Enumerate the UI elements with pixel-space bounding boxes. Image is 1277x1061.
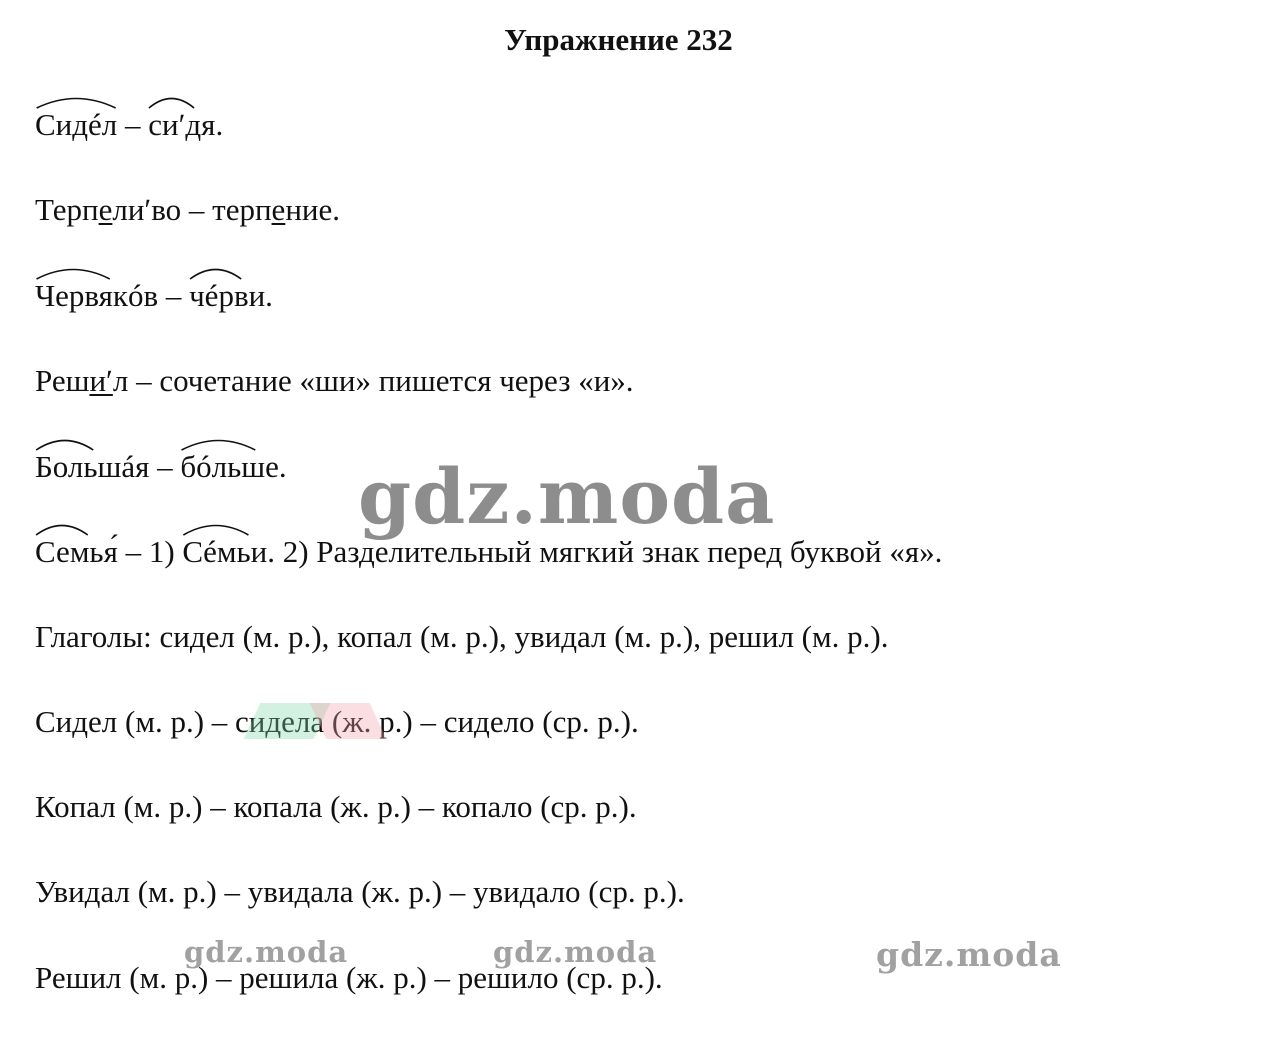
watermark-logo: gdz.moda bbox=[358, 452, 776, 541]
word-with-arc: чéрви bbox=[189, 276, 265, 316]
word-with-arc: Сéмьи bbox=[182, 532, 267, 572]
line-9: Копал (м. р.) – копала (ж. р.) – копало (ср. р.). bbox=[35, 789, 637, 824]
line-4: Решиʹл – сочетание «ши» пишется через «и». bbox=[35, 363, 634, 398]
line-6: Семья́ – 1) Сéмьи. 2) Разделительный мягкий знак перед буквой «я». bbox=[35, 532, 942, 572]
line-11: Решил (м. р.) – решила (ж. р.) – решило (ср. р.). bbox=[35, 960, 663, 995]
word-with-arc: Червякóв bbox=[35, 276, 158, 316]
line-10: Увидал (м. р.) – увидала (ж. р.) – увидало (ср. р.). bbox=[35, 874, 685, 909]
underlined-vowel: е bbox=[98, 192, 113, 227]
root-arc-icon bbox=[148, 95, 195, 109]
word-with-arc: Сидéл bbox=[35, 105, 117, 145]
root-arc-icon bbox=[189, 266, 242, 280]
line-2: Терпелиʹво – терпение. bbox=[35, 192, 341, 227]
root-arc-icon bbox=[35, 522, 89, 536]
line-1: Сидéл – сиʹдя. bbox=[35, 105, 223, 145]
underlined-vowel: е bbox=[271, 192, 286, 227]
root-arc-icon bbox=[35, 266, 111, 280]
line-5: Большáя – бóльше. bbox=[35, 447, 287, 487]
watermark-logo: gdz.moda bbox=[876, 935, 1062, 974]
root-arc-icon bbox=[180, 437, 257, 451]
root-arc-icon bbox=[182, 522, 250, 536]
line-3: Червякóв – чéрви. bbox=[35, 276, 273, 316]
word-with-arc: Большáя bbox=[35, 447, 149, 487]
word-with-arc: бóльше bbox=[180, 447, 279, 487]
line-7: Глаголы: сидел (м. р.), копал (м. р.), увидал (м. р.), решил (м. р.). bbox=[35, 619, 889, 654]
line-8: Сидел (м. р.) – сидела (ж. р.) – сидело (ср. р.). bbox=[35, 704, 639, 739]
word-with-arc: Семья́ bbox=[35, 532, 118, 572]
word-with-arc: сиʹдя bbox=[148, 105, 215, 145]
root-arc-icon bbox=[35, 437, 94, 451]
exercise-title: Упражнение 232 bbox=[504, 22, 733, 57]
watermark-logo: gdz.moda bbox=[184, 935, 349, 969]
watermark-logo: gdz.moda bbox=[493, 935, 658, 969]
underlined-vowel: иʹ bbox=[89, 363, 113, 398]
root-arc-icon bbox=[35, 95, 117, 109]
